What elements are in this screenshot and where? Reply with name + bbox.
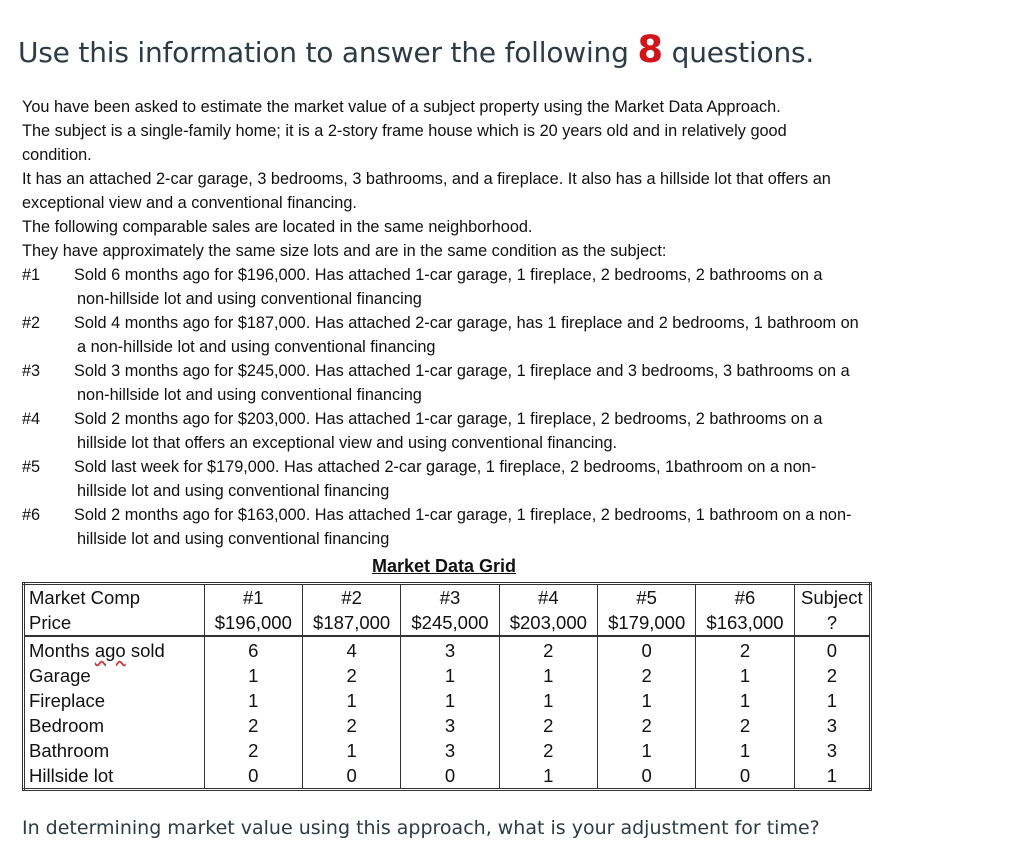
- label-part: sold: [125, 640, 165, 661]
- grid-cell: 1: [499, 688, 597, 713]
- problem-line: The following comparable sales are located in the same neighborhood.: [22, 218, 533, 236]
- label-part: Months: [29, 640, 95, 661]
- grid-cell: $196,000: [204, 610, 302, 636]
- grid-row-garage: [24, 663, 871, 688]
- grid-row-bedroom: [24, 713, 871, 738]
- grid-cell: 2: [826, 665, 837, 686]
- comparable-2: [22, 311, 892, 359]
- grid-cell: $203,000: [499, 610, 597, 636]
- grid-row-label: [24, 636, 205, 663]
- grid-cell: 3: [401, 713, 499, 738]
- grid-cell: 1: [401, 688, 499, 713]
- grid-column-header: Subject: [800, 587, 863, 608]
- grid-cell: 3: [826, 740, 837, 761]
- grid-cell: 1: [826, 765, 837, 786]
- grid-cell: 3: [401, 636, 499, 663]
- grid-cell: 0: [598, 763, 696, 790]
- comparable-label: #3: [22, 362, 41, 380]
- problem-line: It has an attached 2-car garage, 3 bedrooms, 3 bathrooms, and a fireplace. It also has a hillside lot that offers an: [22, 170, 831, 188]
- grid-cell: 3: [826, 715, 837, 736]
- grid-row-label: Bathroom: [24, 738, 205, 763]
- comparable-text-cont: hillside lot that offers an exceptional view and using conventional financing.: [77, 434, 618, 452]
- comparable-5: [22, 455, 892, 503]
- grid-cell: $187,000: [302, 610, 400, 636]
- heading-suffix: questions.: [671, 36, 815, 69]
- grid-cell: 1: [401, 663, 499, 688]
- grid-column-header: #3: [401, 584, 499, 611]
- grid-cell: 0: [401, 763, 499, 790]
- grid-cell: 2: [598, 713, 696, 738]
- comparable-text: Sold 2 months ago for $163,000. Has attached 1-car garage, 1 fireplace, 2 bedrooms, 1 bathroom on a non-: [74, 506, 852, 524]
- grid-cell: 3: [401, 738, 499, 763]
- comparable-text-cont: hillside lot and using conventional financing: [77, 530, 390, 548]
- grid-cell: 2: [696, 713, 794, 738]
- heading: [18, 28, 814, 71]
- comparable-label: #2: [22, 314, 41, 332]
- question-text: In determining market value using this approach, what is your adjustment for time?: [22, 817, 820, 839]
- grid-cell: 0: [204, 763, 302, 790]
- grid-cell: 1: [598, 738, 696, 763]
- grid-cell: 0: [302, 763, 400, 790]
- grid-row-hillside: [24, 763, 871, 790]
- grid-cell: 1: [696, 688, 794, 713]
- grid-cell: 1: [598, 688, 696, 713]
- grid-column-header: #5: [598, 584, 696, 611]
- problem-line: condition.: [22, 146, 92, 164]
- heading-number: 8: [637, 28, 663, 71]
- grid-cell: $163,000: [696, 610, 794, 636]
- grid-header-row: [24, 584, 871, 611]
- grid-cell: 1: [696, 663, 794, 688]
- comparable-text-cont: non-hillside lot and using conventional financing: [77, 290, 422, 308]
- grid-cell: 2: [499, 636, 597, 663]
- comparable-4: [22, 407, 892, 455]
- comparable-label: #6: [22, 506, 41, 524]
- grid-price-row: [24, 610, 871, 636]
- grid-row-label: Fireplace: [24, 688, 205, 713]
- problem-line: You have been asked to estimate the market value of a subject property using the Market Data Approach.: [22, 98, 781, 116]
- grid-row-months: [24, 636, 871, 663]
- grid-cell: 1: [302, 688, 400, 713]
- grid-cell: 2: [302, 663, 400, 688]
- comparable-text: Sold 6 months ago for $196,000. Has attached 1-car garage, 1 fireplace, 2 bedrooms, 2 bathrooms on a: [74, 266, 823, 284]
- comparable-text: Sold 3 months ago for $245,000. Has attached 1-car garage, 1 fireplace and 3 bedrooms, 3 bathrooms on a: [74, 362, 850, 380]
- grid-column-header: #4: [499, 584, 597, 611]
- grid-row-label: Garage: [24, 663, 205, 688]
- grid-cell: 0: [696, 763, 794, 790]
- grid-cell: 1: [826, 690, 837, 711]
- grid-column-header: #1: [204, 584, 302, 611]
- comparable-text-cont: a non-hillside lot and using conventional financing: [77, 338, 436, 356]
- grid-cell: 6: [204, 636, 302, 663]
- grid-cell: 2: [499, 713, 597, 738]
- grid-cell: 4: [302, 636, 400, 663]
- grid-cell: $179,000: [598, 610, 696, 636]
- grid-cell: 1: [204, 688, 302, 713]
- grid-cell: $245,000: [401, 610, 499, 636]
- grid-cell: 2: [598, 663, 696, 688]
- grid-cell: ?: [794, 610, 870, 636]
- spellcheck-marked-word: ago: [94, 640, 126, 661]
- comparable-text: Sold 4 months ago for $187,000. Has attached 2-car garage, has 1 fireplace and 2 bedrooms, 1 bathroom on: [74, 314, 859, 332]
- market-data-grid: [22, 582, 872, 791]
- grid-cell: 2: [204, 738, 302, 763]
- grid-row-fireplace: [24, 688, 871, 713]
- problem-line: exceptional view and a conventional financing.: [22, 194, 357, 212]
- grid-column-header: #6: [696, 584, 794, 611]
- comparable-label: #5: [22, 458, 41, 476]
- comparable-text: Sold 2 months ago for $203,000. Has attached 1-car garage, 1 fireplace, 2 bedrooms, 2 bathrooms on a: [74, 410, 823, 428]
- comparable-6: [22, 503, 892, 551]
- grid-row-label: Hillside lot: [24, 763, 205, 790]
- grid-row-bathroom: [24, 738, 871, 763]
- grid-cell: 1: [499, 763, 597, 790]
- grid-cell: 2: [204, 713, 302, 738]
- grid-cell: 1: [204, 663, 302, 688]
- comparable-text: Sold last week for $179,000. Has attached 2-car garage, 1 fireplace, 2 bedrooms, 1bathroom on a non-: [74, 458, 817, 476]
- grid-cell: 0: [826, 640, 837, 661]
- comparable-label: #4: [22, 410, 41, 428]
- comparable-3: [22, 359, 892, 407]
- grid-cell: 2: [302, 713, 400, 738]
- grid-cell: 2: [696, 636, 794, 663]
- grid-cell: 1: [499, 663, 597, 688]
- comparable-1: [22, 263, 892, 311]
- comparable-text-cont: hillside lot and using conventional financing: [77, 482, 390, 500]
- problem-line: The subject is a single-family home; it is a 2-story frame house which is 20 years old and in relatively good: [22, 122, 787, 140]
- grid-header-label: Market Comp: [24, 584, 205, 611]
- grid-row-label: Price: [24, 610, 205, 636]
- grid-cell: 2: [499, 738, 597, 763]
- grid-cell: 1: [696, 738, 794, 763]
- grid-cell: 0: [598, 636, 696, 663]
- grid-cell: 1: [302, 738, 400, 763]
- heading-prefix: Use this information to answer the following: [18, 36, 629, 69]
- grid-column-header: #2: [302, 584, 400, 611]
- comparable-label: #1: [22, 266, 41, 284]
- problem-line: They have approximately the same size lots and are in the same condition as the subject:: [22, 242, 667, 260]
- problem-statement: [22, 95, 892, 551]
- grid-row-label: Bedroom: [24, 713, 205, 738]
- grid-title: Market Data Grid: [372, 556, 517, 576]
- comparable-text-cont: non-hillside lot and using conventional financing: [77, 386, 422, 404]
